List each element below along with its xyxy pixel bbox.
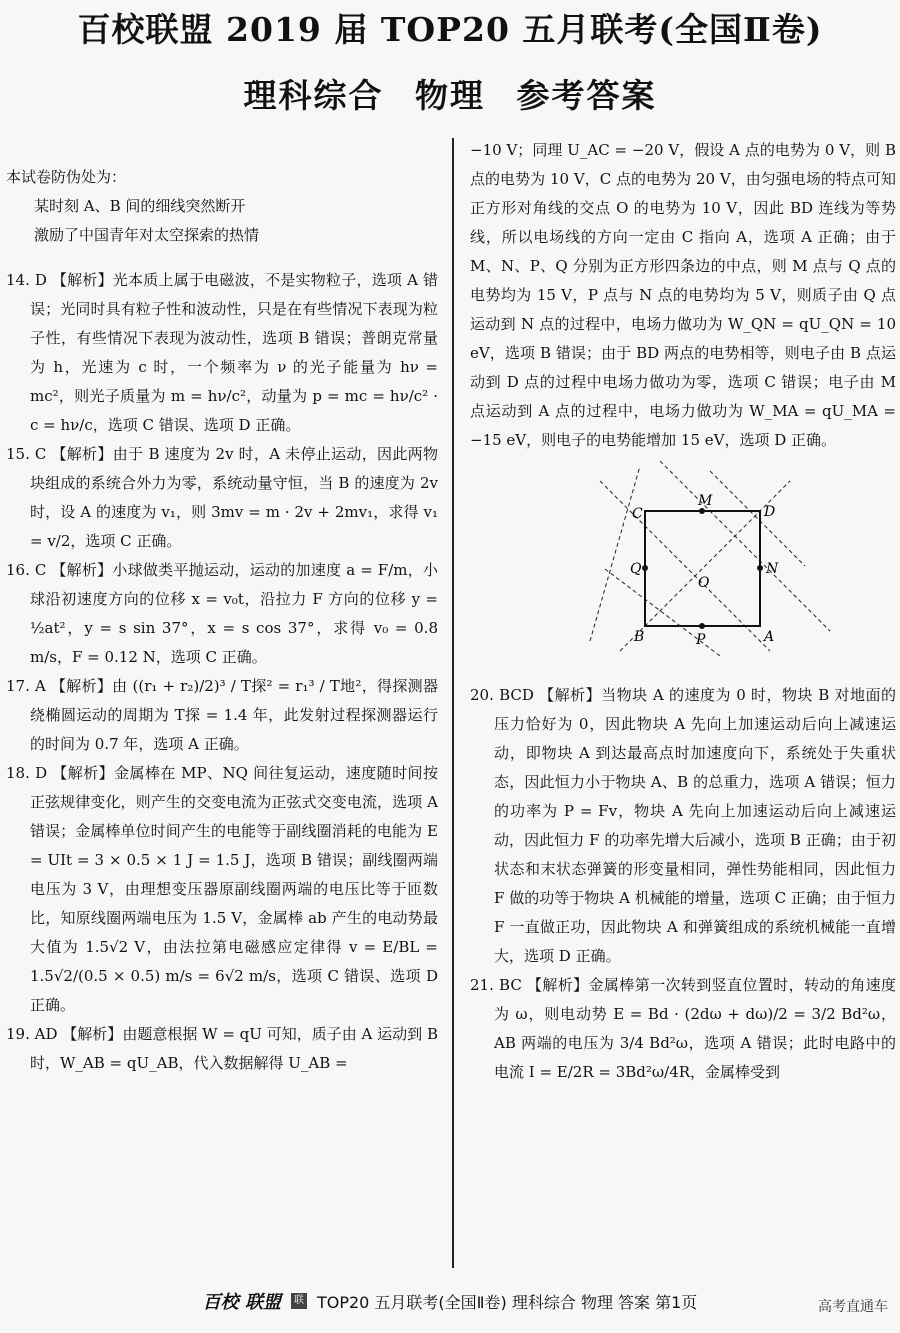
footer-logo: 百校 联盟 bbox=[202, 1292, 281, 1313]
dash-line-outer-2 bbox=[590, 466, 640, 641]
label-m: M bbox=[698, 493, 713, 509]
label-p: P bbox=[696, 632, 706, 648]
anti-fake-heading: 本试卷防伪处为： bbox=[6, 168, 127, 186]
answer-15: 15. C 【解析】由于 B 速度为 2v 时，A 未停止运动，因此两物块组成的系统合外力为零，系统动量守恒，当 B 的速度为 2v 时，设 A 的速度为 v₁，则 3mv = m · 2v + 2mv₁，求得 v₁ = v/2，选项 C 正确。 bbox=[6, 445, 438, 550]
dash-line-outer-1 bbox=[660, 461, 830, 631]
square-field-diagram bbox=[470, 461, 896, 661]
label-o: O bbox=[698, 575, 710, 591]
footer-stamp: 联 bbox=[291, 1293, 307, 1309]
answer-18: 18. D 【解析】金属棒在 MP、NQ 间往复运动，速度随时间按正弦规律变化，则产生的交变电流为正弦式交变电流，选项 A 错误；金属棒单位时间产生的电能等于副线圈消耗的电能为 E = UIt = 3 × 0.5 × 1 J = 1.5 J，选项 B 错误；副线圈两端电压为 3 V，由理想变压器原副线圈两端的电压比等于匝数比，知原线圈两端电压为 1.5 V，金属棒 ab 产生的电动势最大值为 1.5√2 V，由法拉第电磁感应定律得 v = E/BL = 1.5√2/(0.5 × 0.5) m/s = 6√2 m/s，选项 C 错误、选项 D 正确。 bbox=[6, 764, 438, 1014]
dash-line-mn bbox=[710, 471, 805, 566]
anti-fake-line-2: 激励了中国青年对太空探索的热情 bbox=[34, 226, 260, 244]
label-b: B bbox=[634, 629, 645, 645]
answer-19: 19. AD 【解析】由题意根据 W = qU 可知，质子由 A 运动到 B 时，W_AB = qU_AB，代入数据解得 U_AB = bbox=[6, 1025, 438, 1072]
label-a: A bbox=[764, 629, 775, 645]
point-n bbox=[757, 565, 763, 571]
page-footer bbox=[0, 1286, 900, 1316]
watermark-text: 高考直通车 bbox=[818, 1299, 888, 1315]
label-n: N bbox=[766, 561, 779, 577]
column-divider bbox=[452, 138, 454, 1268]
answer-21: 21. BC 【解析】金属棒第一次转到竖直位置时，转动的角速度为 ω，则电动势 E = Bd · (2dω + dω)/2 = 3/2 Bd²ω，AB 两端的电压为 3/4 Bd²ω，选项 A 错误；此时电路中的电流 I = E/2R = 3Bd²ω/4R，金属棒受到 bbox=[470, 976, 896, 1081]
label-c: C bbox=[632, 506, 643, 522]
footer-text: TOP20 五月联考(全国Ⅱ卷) 理科综合 物理 答案 第1页 bbox=[316, 1292, 698, 1312]
right-column bbox=[470, 136, 896, 1087]
left-column bbox=[6, 163, 438, 1078]
page-subtitle: 理科综合 物理 参考答案 bbox=[243, 76, 657, 115]
answer-17: 17. A 【解析】由 ((r₁ + r₂)/2)³ / T探² = r₁³ / T地²，得探测器绕椭圆运动的周期为 T探 = 1.4 年，此发射过程探测器运行的时间为 0.7 年，选项 A 正确。 bbox=[6, 677, 438, 753]
answer-14: 14. D 【解析】光本质上属于电磁波，不是实物粒子，选项 A 错误；光同时具有粒子性和波动性，只是在有些情况下表现为粒子性，有些情况下表现为波动性，选项 B 错误；普朗克常量为 h，光速为 c 时，一个频率为 ν 的光子能量为 hν = mc²，则光子质量为 m = hν/c²，动量为 p = mc = hν/c² · c = hν/c，选项 C 错误、选项 D 正确。 bbox=[6, 271, 438, 434]
answer-20: 20. BCD 【解析】当物块 A 的速度为 0 时，物块 B 对地面的压力恰好为 0，因此物块 A 先向上加速运动后向上减速运动，即物块 A 到达最高点时加速度向下，系统处于失重状态，因此恒力小于物块 A、B 的总重力，选项 A 错误；恒力的功率为 P = Fv，物块 A 先向上加速运动后向上减速运动，因此恒力 F 的功率先增大后减小，选项 B 正确；由于初状态和末状态弹簧的形变量相同，弹性势能相同，因此恒力 F 做的功等于物块 A 机械能的增量，选项 C 正确；由于恒力 F 一直做正功，因此物块 A 和弹簧组成的系统机械能一直增大，选项 D 正确。 bbox=[470, 686, 896, 965]
answer-16: 16. C 【解析】小球做类平抛运动，运动的加速度 a = F/m，小球沿初速度方向的位移 x = v₀t，沿拉力 F 方向的位移 y = ½at²，y = s sin 37°，x = s cos 37°，求得 v₀ = 0.8 m/s，F = 0.12 N，选项 C 正确。 bbox=[6, 561, 438, 666]
label-d: D bbox=[764, 504, 776, 520]
point-p bbox=[699, 623, 705, 629]
point-q bbox=[642, 565, 648, 571]
answer-19-continued: −10 V；同理 U_AC = −20 V，假设 A 点的电势为 0 V，则 B 点的电势为 10 V，C 点的电势为 20 V，由匀强电场的特点可知正方形对角线的交点 O 的电势为 10 V，因此 BD 连线为等势线，所以电场线的方向一定由 C 指向 A，选项 A 正确；由于 M、N、P、Q 分别为正方形四条边的中点，则 M 点与 Q 点的电势均为 15 V，P 点与 N 点的电势均为 5 V，则质子由 Q 点运动到 N 点的过程中，电场力做功为 W_QN = qU_QN = 10 eV，选项 B 错误；由于 BD 两点的电势相等，则电子由 B 点运动到 D 点的过程中电场力做功为零，选项 C 错误；电子由 M 点运动到 A 点的过程中，电场力做功为 W_MA = qU_MA = −15 eV，则电子的电势能增加 15 eV，选项 D 正确。 bbox=[470, 141, 896, 449]
label-q: Q bbox=[630, 561, 642, 577]
anti-fake-line-1: 某时刻 A、B 间的细线突然断开 bbox=[34, 197, 246, 215]
page-title: 百校联盟 2019 届 TOP20 五月联考(全国Ⅱ卷) bbox=[77, 10, 823, 49]
